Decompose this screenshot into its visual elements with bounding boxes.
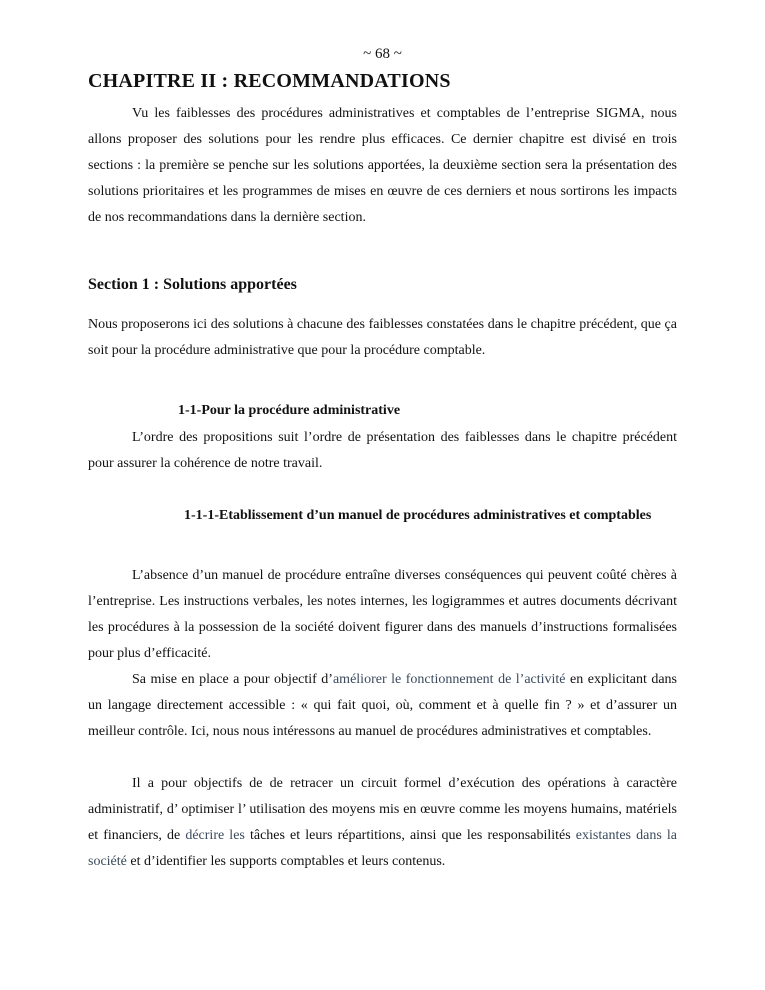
manual-paragraph-3-highlight-a: décrire les <box>185 828 245 843</box>
section-1-title: Section 1 : Solutions apportées <box>88 276 297 293</box>
section-1-paragraph: Nous proposerons ici des solutions à chacune des faiblesses constatées dans le chapitre précédent, que ça soit pour la procédure administrative que pour la procédure comptable. <box>88 317 677 358</box>
manual-paragraph-3-highlight-b: existantes dans la société <box>88 828 677 869</box>
manual-paragraph-2 <box>88 667 677 745</box>
manual-paragraph-3-text-b: tâches et leurs répartitions, ainsi que les responsabilités <box>244 828 576 843</box>
subsection-1-1-title: 1-1-Pour la procédure administrative <box>178 403 401 418</box>
manual-paragraph-1: L’absence d’un manuel de procédure entraîne diverses conséquences qui peuvent coûté chères à l’entreprise. Les instructions verbales, les notes internes, les logigrammes et autres documents décrivant les procédures à la possession de la société doivent figurer dans des manuels d’instructions formalisées pour plus d’efficacité. <box>88 568 677 661</box>
intro-paragraph: Vu les faiblesses des procédures administratives et comptables de l’entreprise SIGMA, nous allons proposer des solutions pour les rendre plus efficaces. Ce dernier chapitre est divisé en trois sections : la première se penche sur les solutions apportées, la deuxième section sera la présentation des solutions prioritaires et les programmes de mises en œuvre de ces derniers et nous sortirons les impacts de nos recommandations dans la dernière section. <box>88 106 677 225</box>
subsection-1-1-1-title: 1-1-1-Etablissement d’un manuel de procédures administratives et comptables <box>184 508 652 523</box>
manual-paragraph-3 <box>88 771 677 875</box>
subsection-1-1-paragraph: L’ordre des propositions suit l’ordre de présentation des faiblesses dans le chapitre précédent pour assurer la cohérence de notre travail. <box>88 430 677 471</box>
manual-paragraph-2-text-a: Sa mise en place a pour objectif d’ <box>132 672 333 687</box>
manual-paragraph-2-text-b: en explicitant dans un langage directement accessible : « qui fait quoi, où, comment et à quelle fin ? » et d’assurer un meilleur contrôle. Ici, nous nous intéressons au manuel de procédures administratives et comptables. <box>88 672 677 739</box>
page-number: ~ 68 ~ <box>363 46 402 62</box>
manual-paragraph-2-highlight: améliorer le fonctionnement de l’activité <box>332 672 566 687</box>
manual-paragraph-3-text-c: et d’identifier les supports comptables et leurs contenus. <box>126 854 446 869</box>
chapter-title: CHAPITRE II : RECOMMANDATIONS <box>88 70 451 92</box>
manual-paragraph-3-text-a: Il a pour objectifs de de retracer un circuit formel d’exécution des opérations à caractère administratif, d’ optimiser l’ utilisation des moyens mis en œuvre comme les moyens humains, matériels et financiers, de <box>88 776 677 843</box>
